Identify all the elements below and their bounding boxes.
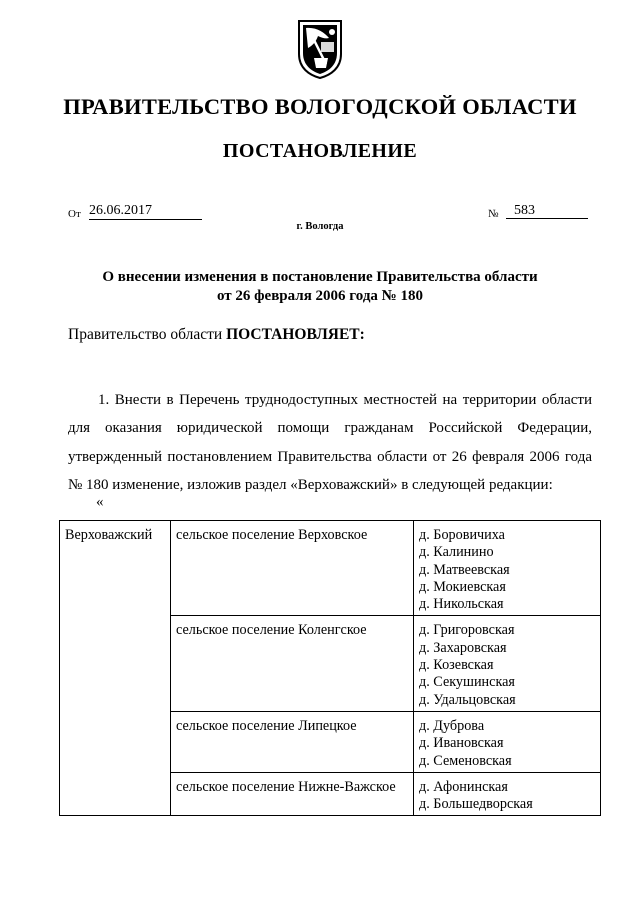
village-item: д. Удальцовская xyxy=(419,691,516,708)
villages-cell xyxy=(414,521,601,616)
village-item: д. Захаровская xyxy=(419,639,507,656)
village-item: д. Большедворская xyxy=(419,796,533,813)
villages-cell xyxy=(414,711,601,772)
localities-table-body xyxy=(60,521,601,816)
subject-line-1: О внесении изменения в постановление Правительства области xyxy=(102,269,538,285)
document-date: 26.06.2017 xyxy=(89,203,202,220)
settlement-cell: сельское поселение Верховское xyxy=(171,521,414,616)
village-item: д. Матвеевская xyxy=(419,561,510,578)
table-row xyxy=(60,521,601,616)
village-item: д. Ивановская xyxy=(419,735,504,752)
government-title: ПРАВИТЕЛЬСТВО ВОЛОГОДСКОЙ ОБЛАСТИ xyxy=(63,94,577,119)
villages-cell xyxy=(414,616,601,711)
date-label: От xyxy=(68,208,81,220)
village-item: д. Боровичиха xyxy=(419,527,505,543)
settlement-cell: сельское поселение Коленгское xyxy=(171,616,414,711)
decree-statement xyxy=(68,326,365,344)
number-label: № xyxy=(488,208,499,220)
document-number: 583 xyxy=(506,203,588,219)
quote-open-mark: « xyxy=(96,494,104,510)
village-item: д. Семеновская xyxy=(419,752,512,769)
village-item: д. Калинино xyxy=(419,544,494,561)
village-item: д. Дуброва xyxy=(419,717,485,734)
village-item: д. Григоровская xyxy=(419,622,515,639)
decree-verb: ПОСТАНОВЛЯЕТ: xyxy=(226,326,365,343)
paragraph-1-text: 1. Внести в Перечень труднодоступных местностей на территории области для оказания юридической помощи гражданам Российской Федерации, утвержденный постановлением Правительства области от 26 февраля 2006 года № 180 изменение, изложив раздел «Верховажский» в следующей редакции: xyxy=(68,392,592,493)
localities-table xyxy=(59,520,601,816)
document-subject xyxy=(0,268,640,306)
city: г. Вологда xyxy=(296,221,344,232)
village-item: д. Никольская xyxy=(419,596,504,613)
vologda-coat-of-arms-icon xyxy=(296,18,344,80)
village-item: д. Секушинская xyxy=(419,674,515,691)
decree-lead: Правительство области xyxy=(68,326,227,343)
district-cell: Верховажский xyxy=(60,521,171,816)
paragraph-1 xyxy=(68,386,592,499)
village-item: д. Афонинская xyxy=(419,778,508,795)
settlement-cell: сельское поселение Нижне-Важское xyxy=(171,772,414,816)
village-item: д. Мокиевская xyxy=(419,578,506,595)
village-item: д. Козевская xyxy=(419,657,494,674)
document-type: ПОСТАНОВЛЕНИЕ xyxy=(222,140,418,162)
settlement-cell: сельское поселение Липецкое xyxy=(171,711,414,772)
subject-line-2: от 26 февраля 2006 года № 180 xyxy=(217,288,423,304)
villages-cell xyxy=(414,772,601,816)
